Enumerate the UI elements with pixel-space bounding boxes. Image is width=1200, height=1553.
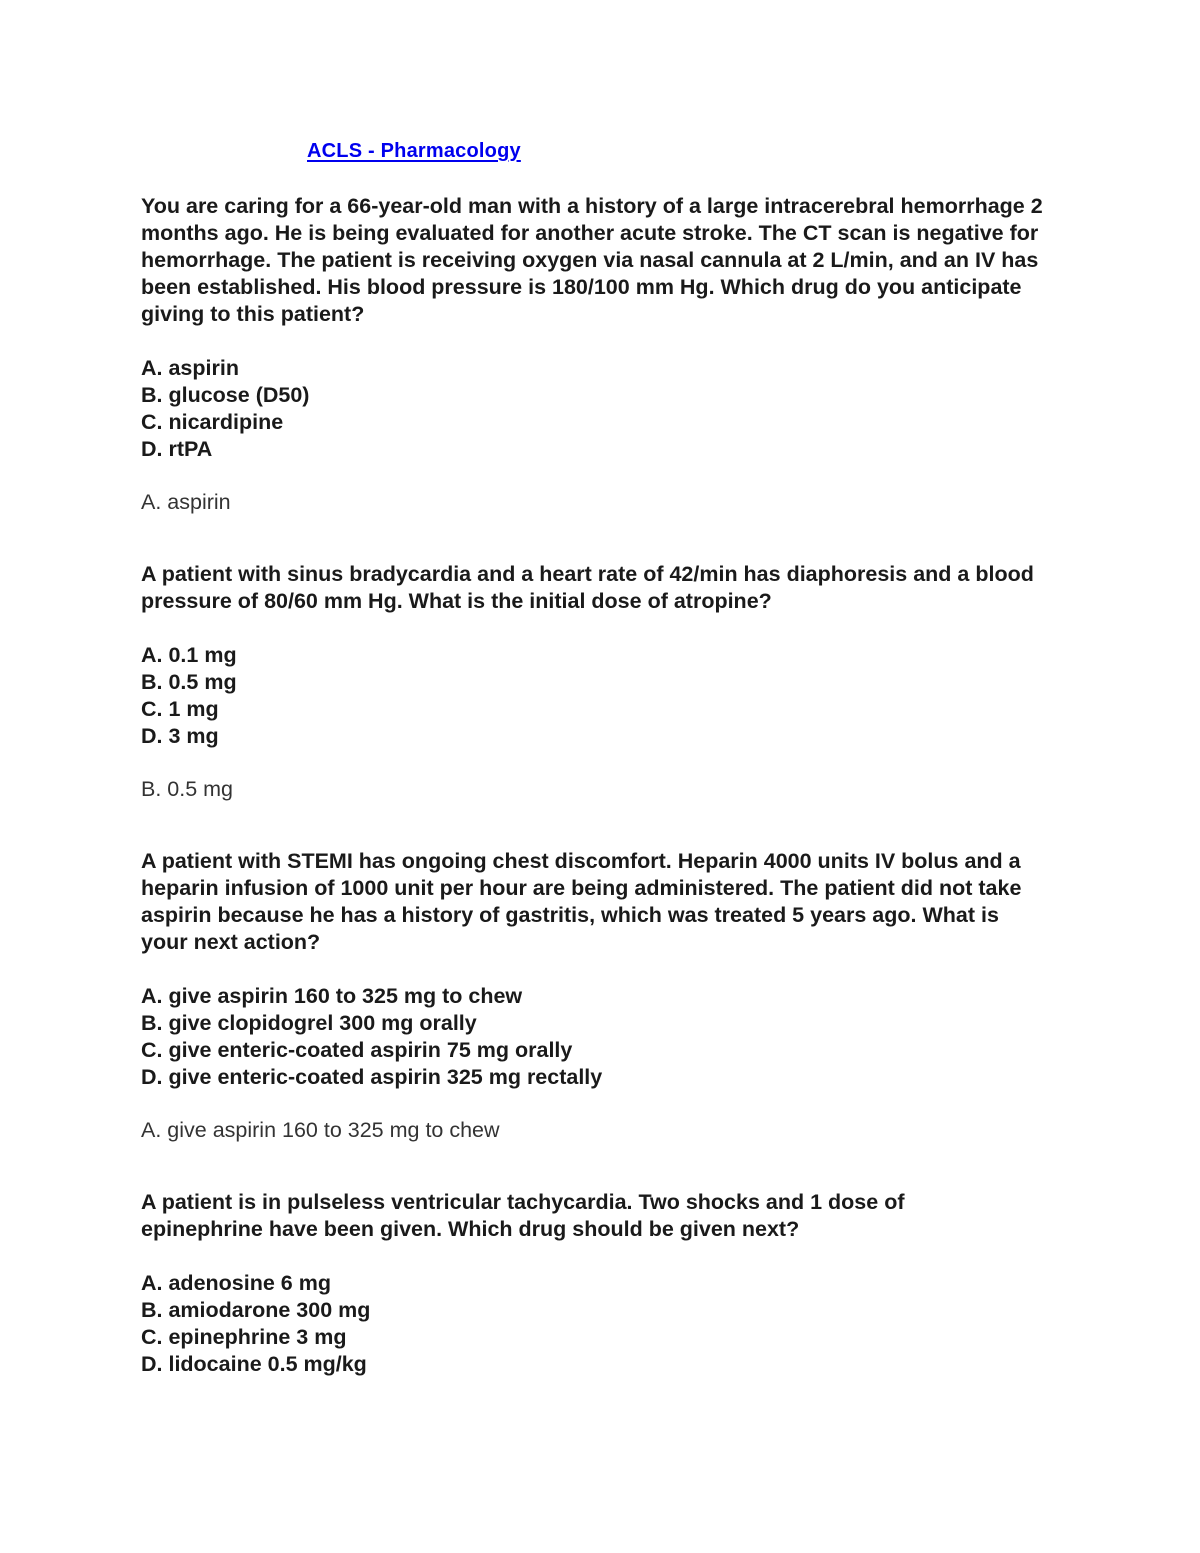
- answer-text: A. give aspirin 160 to 325 mg to chew: [141, 1118, 500, 1142]
- question-text: A patient with STEMI has ongoing chest discomfort. Heparin 4000 units IV bolus and a heparin infusion of 1000 unit per hour are being administered. The patient did not take aspirin because he has a history of gastritis, which was treated 5 years ago. What is your next action?: [141, 849, 1022, 954]
- option-item: D. give enteric-coated aspirin 325 mg rectally: [141, 1065, 603, 1089]
- option-item: C. epinephrine 3 mg: [141, 1325, 347, 1349]
- option-item: B. 0.5 mg: [141, 670, 237, 694]
- option-item: B. glucose (D50): [141, 383, 310, 407]
- option-item: A. give aspirin 160 to 325 mg to chew: [141, 984, 523, 1008]
- option-item: D. lidocaine 0.5 mg/kg: [141, 1352, 367, 1376]
- option-item: D. rtPA: [141, 437, 213, 461]
- question-block-3: [141, 848, 1071, 1144]
- document-title-link[interactable]: ACLS - Pharmacology: [307, 140, 521, 162]
- question-text: You are caring for a 66-year-old man with a history of a large intracerebral hemorrhage 2 months ago. He is being evaluated for another acute stroke. The CT scan is negative for hemorrhage. The patient is receiving oxygen via nasal cannula at 2 L/min, and an IV has been established. His blood pressure is 180/100 mm Hg. Which drug do you anticipate giving to this patient?: [141, 194, 1043, 326]
- option-list: [141, 1270, 1071, 1378]
- answer-text: B. 0.5 mg: [141, 777, 234, 801]
- option-item: C. 1 mg: [141, 697, 219, 721]
- option-item: A. adenosine 6 mg: [141, 1271, 331, 1295]
- option-item: B. give clopidogrel 300 mg orally: [141, 1011, 477, 1035]
- option-item: C. give enteric-coated aspirin 75 mg orally: [141, 1038, 573, 1062]
- question-text: A patient is in pulseless ventricular tachycardia. Two shocks and 1 dose of epinephrine have been given. Which drug should be given next?: [141, 1190, 905, 1241]
- option-item: C. nicardipine: [141, 410, 284, 434]
- option-list: [141, 642, 1071, 750]
- option-item: B. amiodarone 300 mg: [141, 1298, 371, 1322]
- answer-text: A. aspirin: [141, 490, 231, 514]
- option-list: [141, 983, 1071, 1091]
- question-block-4: [141, 1189, 1071, 1378]
- document-content: [141, 193, 1071, 1378]
- option-item: A. aspirin: [141, 356, 239, 380]
- question-block-2: [141, 561, 1071, 803]
- option-list: [141, 355, 1071, 463]
- question-text: A patient with sinus bradycardia and a heart rate of 42/min has diaphoresis and a blood pressure of 80/60 mm Hg. What is the initial dose of atropine?: [141, 562, 1034, 613]
- question-block-1: [141, 193, 1071, 516]
- option-item: D. 3 mg: [141, 724, 219, 748]
- option-item: A. 0.1 mg: [141, 643, 237, 667]
